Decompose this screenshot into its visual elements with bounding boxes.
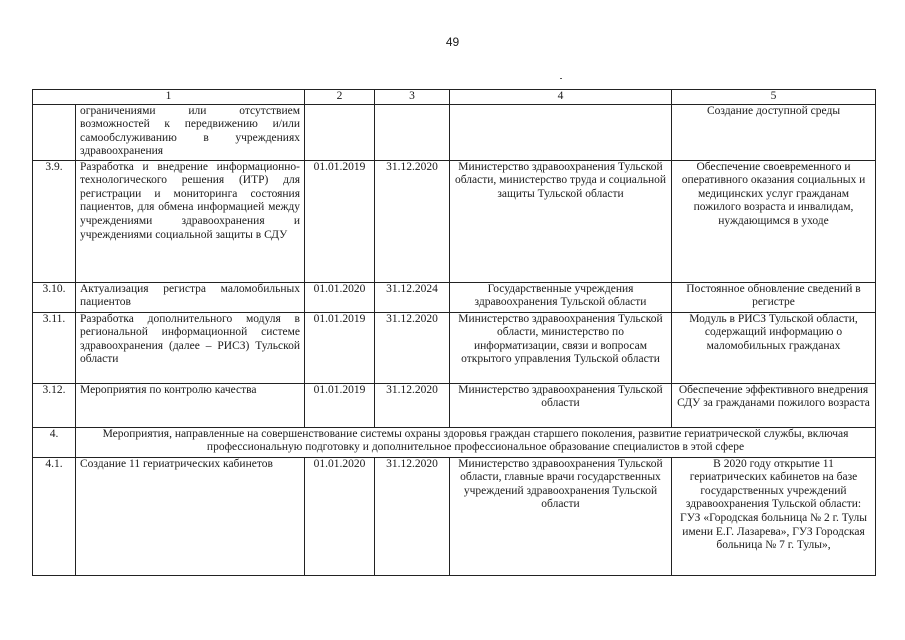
expected-result: В 2020 году открытие 11 гериатрических кабинетов на базе государственных учреждений здравоохранения Тульской области: ГУЗ «Городская больница № 2 г. Тулы имени Е.Г. Лазарева», ГУЗ Городская больница № 7 г. Тулы», <box>672 457 876 575</box>
row-number: 3.12. <box>33 383 76 427</box>
table-row-3-12 <box>33 383 876 427</box>
scan-artifact <box>560 78 562 79</box>
executor: Министерство здравоохранения Тульской области, министерство по информатизации, связи и вопросам открытого управления Тульской области <box>450 312 672 383</box>
table-header-row <box>33 90 876 105</box>
row-number: 3.11. <box>33 312 76 383</box>
table-row-continuation <box>33 104 876 160</box>
expected-result: Обеспечение эффективного внедрения СДУ за гражданами пожилого возраста <box>672 383 876 427</box>
measure-text: Создание 11 гериатрических кабинетов <box>76 457 305 575</box>
table-row-4-1 <box>33 457 876 575</box>
start-date: 01.01.2019 <box>305 160 375 282</box>
start-date: 01.01.2020 <box>305 457 375 575</box>
row-number <box>33 104 76 160</box>
measure-text: Актуализация регистра маломобильных пациентов <box>76 282 305 312</box>
end-date: 31.12.2020 <box>375 383 450 427</box>
executor: Министерство здравоохранения Тульской области, главные врачи государственных учреждений здравоохранения Тульской области <box>450 457 672 575</box>
row-number: 3.10. <box>33 282 76 312</box>
executor: Министерство здравоохранения Тульской области <box>450 383 672 427</box>
executor <box>450 104 672 160</box>
header-cell-3: 3 <box>375 90 450 105</box>
expected-result: Модуль в РИСЗ Тульской области, содержащий информацию о маломобильных гражданах <box>672 312 876 383</box>
start-date: 01.01.2020 <box>305 282 375 312</box>
section-number: 4. <box>33 427 76 457</box>
end-date <box>375 104 450 160</box>
end-date: 31.12.2020 <box>375 457 450 575</box>
table-row-3-9 <box>33 160 876 282</box>
measure-text: Мероприятия по контролю качества <box>76 383 305 427</box>
executor: Государственные учреждения здравоохранения Тульской области <box>450 282 672 312</box>
start-date: 01.01.2019 <box>305 312 375 383</box>
header-cell-2: 2 <box>305 90 375 105</box>
header-cell-1: 1 <box>33 90 305 105</box>
expected-result: Постоянное обновление сведений в регистре <box>672 282 876 312</box>
start-date: 01.01.2019 <box>305 383 375 427</box>
end-date: 31.12.2020 <box>375 312 450 383</box>
table-row-3-10 <box>33 282 876 312</box>
measures-table <box>32 89 876 576</box>
measure-text: Разработка дополнительного модуля в региональной информационной системе здравоохранения (далее – РИСЗ) Тульской области <box>76 312 305 383</box>
header-cell-5: 5 <box>672 90 876 105</box>
row-number: 3.9. <box>33 160 76 282</box>
table-row-3-11 <box>33 312 876 383</box>
header-cell-4: 4 <box>450 90 672 105</box>
expected-result: Обеспечение своевременного и оперативного оказания социальных и медицинских услуг гражданам пожилого возраста и инвалидам, нуждающимся в уходе <box>672 160 876 282</box>
start-date <box>305 104 375 160</box>
executor: Министерство здравоохранения Тульской области, министерство труда и социальной защиты Тульской области <box>450 160 672 282</box>
expected-result: Создание доступной среды <box>672 104 876 160</box>
row-number: 4.1. <box>33 457 76 575</box>
end-date: 31.12.2024 <box>375 282 450 312</box>
end-date: 31.12.2020 <box>375 160 450 282</box>
table-section-row-4 <box>33 427 876 457</box>
page-number: 49 <box>445 35 460 49</box>
measure-text: ограничениями или отсутствием возможностей к передвижению и/или самообслуживанию в учреждениях здравоохранения <box>76 104 305 160</box>
section-title: Мероприятия, направленные на совершенствование системы охраны здоровья граждан старшего поколения, развитие гериатрической службы, включая профессиональную подготовку и дополнительное профессиональное образование специалистов в этой сфере <box>76 427 876 457</box>
measure-text: Разработка и внедрение информационно-технологического решения (ИТР) для регистрации и мониторинга состояния пациентов, для обмена информацией между учреждениями здравоохранения и учреждениями социальной защиты в СДУ <box>76 160 305 282</box>
